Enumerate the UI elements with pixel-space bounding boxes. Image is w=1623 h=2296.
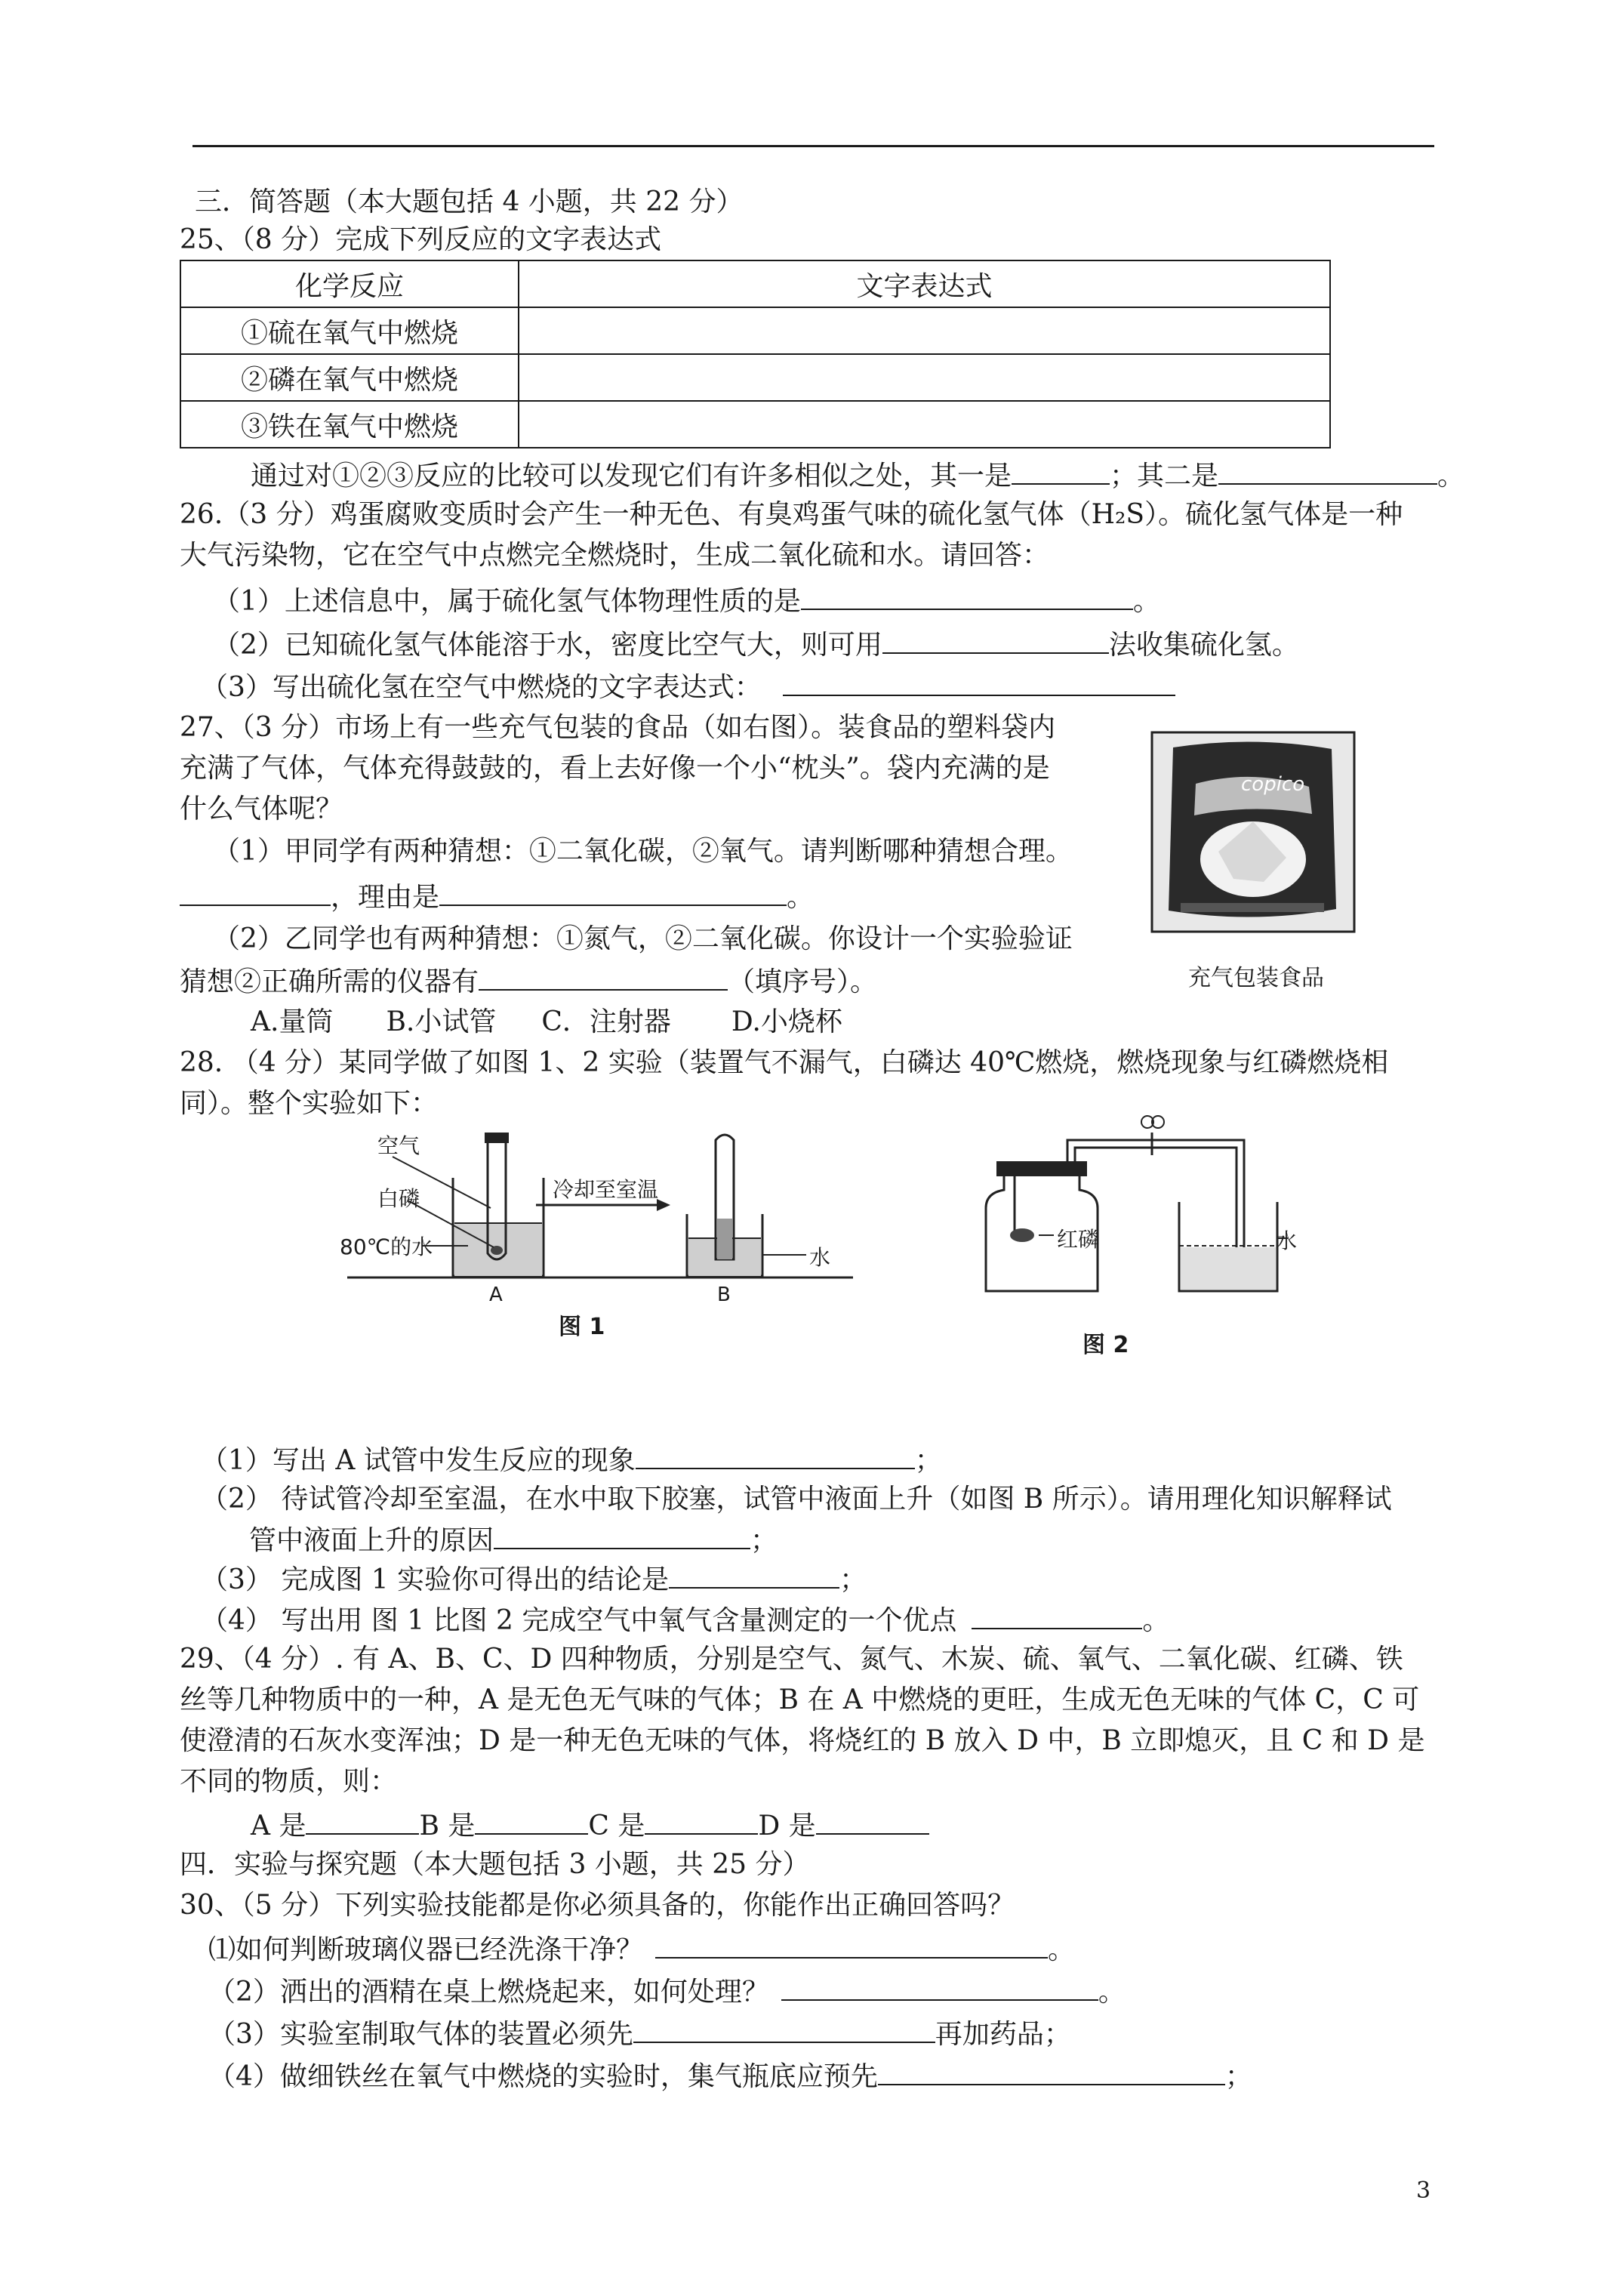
q28-line1: 28. （4 分）某同学做了如图 1、2 实验（装置气不漏气，白磷达 40℃燃烧，燃烧现象与红磷燃烧相	[180, 1047, 1389, 1078]
q30-blank-3[interactable]	[633, 2016, 935, 2043]
packaged-food-image	[1150, 731, 1356, 933]
section4-title: 四．实验与探究题（本大题包括 3 小题，共 25 分）	[180, 1849, 810, 1880]
q25-stem: 25、（8 分）完成下列反应的文字表达式	[180, 224, 662, 255]
reaction-table	[180, 260, 1331, 448]
chip-bag-brand: copico	[1241, 773, 1305, 796]
q27-part1b	[180, 879, 814, 914]
q30-part3	[208, 2016, 1071, 2051]
table-header-row	[180, 260, 1330, 307]
q27-option-c: C．注射器	[541, 1006, 671, 1037]
q30-blank-4[interactable]	[878, 2058, 1225, 2085]
q28-blank-2[interactable]	[494, 1522, 750, 1549]
q29-blank-c[interactable]	[645, 1808, 758, 1835]
q29-line1: 29、（4 分）. 有 A、B、C、D 四种物质，分别是空气、氮气、木炭、硫、氧气、二氧化碳、红磷、铁	[180, 1644, 1403, 1675]
q28-part2b-text: 管中液面上升的原因	[249, 1525, 494, 1556]
q29-line2: 丝等几种物质中的一种，A 是无色无气味的气体；B 在 A 中燃烧的更旺，生成无色无味的气体 C，C 可	[180, 1684, 1420, 1715]
fig1-label-air: 空气	[377, 1133, 420, 1158]
q26-part1	[213, 583, 1160, 618]
q30-part1	[208, 1931, 1075, 1967]
q29-label-a: A 是	[251, 1811, 306, 1841]
q26-part2-end: 法收集硫化氢。	[1108, 630, 1299, 661]
fig1-label-cool: 冷却至室温	[553, 1177, 659, 1202]
page-number: 3	[1416, 2177, 1431, 2204]
q30-part2	[208, 1974, 1126, 2009]
q26-part2	[213, 627, 1299, 662]
q25-followup-text-a: 通过对①②③反应的比较可以发现它们有许多相似之处，其一是	[251, 461, 1012, 492]
q26-part2-text: （2）已知硫化氢气体能溶于水，密度比空气大，则可用	[213, 630, 882, 661]
q29-blank-b[interactable]	[475, 1808, 588, 1835]
table-header-reaction: 化学反应	[180, 260, 519, 307]
q27-blank-1[interactable]	[180, 879, 331, 906]
fig1-label-water-80: 80℃的水	[340, 1234, 433, 1259]
q30-part2-end: 。	[1098, 1977, 1126, 2008]
q30-part1-end: 。	[1048, 1934, 1076, 1965]
q26-part1-end: 。	[1132, 586, 1160, 617]
q27-line1: 27、（3 分）市场上有一些充气包装的食品（如右图）。装食品的塑料袋内	[180, 712, 1056, 743]
fig2-label-water: 水	[1276, 1228, 1298, 1253]
q26-line1: 26.（3 分）鸡蛋腐败变质时会产生一种无色、有臭鸡蛋气味的硫化氢气体（H₂S）。硫化氢气体是一种	[180, 499, 1403, 530]
q29-label-c: C 是	[588, 1811, 645, 1841]
q28-part4-end: 。	[1142, 1605, 1170, 1636]
q27-part1b-text: ，理由是	[331, 882, 440, 913]
figure-1	[340, 1125, 868, 1321]
table-row	[180, 354, 1330, 401]
fig1-caption: 图 1	[559, 1314, 605, 1340]
q28-part3	[201, 1561, 867, 1597]
fig1-label-a: A	[489, 1284, 503, 1306]
section3-title: 三．简答题（本大题包括 4 小题，共 22 分）	[195, 186, 744, 217]
table-cell-reaction: ②磷在氧气中燃烧	[180, 354, 519, 401]
header-rule	[192, 145, 1434, 147]
table-cell-reaction: ③铁在氧气中燃烧	[180, 401, 519, 448]
q25-followup-text-b: ；其二是	[1110, 461, 1219, 492]
q27-blank-3[interactable]	[479, 963, 728, 991]
table-header-expression: 文字表达式	[519, 260, 1330, 307]
q28-part1-text: （1）写出 A 试管中发生反应的现象	[201, 1445, 636, 1476]
q26-blank-3[interactable]	[783, 669, 1175, 696]
q30-part3-end: 再加药品；	[935, 2019, 1071, 2050]
q28-part2b	[249, 1522, 778, 1558]
table-cell-answer[interactable]	[519, 307, 1330, 354]
q27-option-a: A.量筒	[251, 1006, 334, 1037]
q30-part4-end: ；	[1224, 2061, 1252, 2092]
q27-part1: （1）甲同学有两种猜想：①二氧化碳，②氧气。请判断哪种猜想合理。	[213, 836, 1073, 867]
q26-blank-1[interactable]	[801, 583, 1133, 610]
q26-blank-2[interactable]	[882, 627, 1109, 654]
q30-part4-text: （4）做细铁丝在氧气中燃烧的实验时，集气瓶底应预先	[208, 2061, 878, 2092]
q30-part3-text: （3）实验室制取气体的装置必须先	[208, 2019, 633, 2050]
q29-line4: 不同的物质，则：	[180, 1766, 398, 1797]
q26-part3	[201, 669, 1175, 704]
packaged-food-caption: 充气包装食品	[1188, 965, 1324, 991]
q27-part1b-end: 。	[787, 882, 815, 913]
q30-blank-1[interactable]	[655, 1931, 1048, 1959]
q28-part1	[201, 1442, 942, 1478]
table-cell-answer[interactable]	[519, 401, 1330, 448]
q27-option-d: D.小烧杯	[731, 1006, 842, 1037]
q28-part1-end: ；	[914, 1445, 942, 1476]
q30-blank-2[interactable]	[781, 1974, 1098, 2001]
q27-part2b	[180, 963, 877, 999]
q25-followup-text-c: 。	[1437, 461, 1465, 492]
fig1-label-white-phosphorus: 白磷	[377, 1186, 420, 1211]
q27-part2b-text: 猜想②正确所需的仪器有	[180, 966, 479, 997]
table-cell-answer[interactable]	[519, 354, 1330, 401]
fig1-label-b: B	[717, 1284, 731, 1306]
q29-label-b: B 是	[419, 1811, 476, 1841]
q30-part4	[208, 2058, 1252, 2094]
table-row	[180, 307, 1330, 354]
q29-label-d: D 是	[758, 1811, 816, 1841]
q29-blank-a[interactable]	[306, 1808, 419, 1835]
q28-part2b-end: ；	[750, 1525, 778, 1556]
table-row	[180, 401, 1330, 448]
q28-part3-text: （3） 完成图 1 实验你可得出的结论是	[201, 1564, 670, 1595]
q25-blank-2[interactable]	[1218, 458, 1437, 485]
q26-part3-text: （3）写出硫化氢在空气中燃烧的文字表达式：	[201, 672, 762, 703]
q29-line3: 使澄清的石灰水变浑浊；D 是一种无色无味的气体，将烧红的 B 放入 D 中，B 立即熄灭，且 C 和 D 是	[180, 1725, 1425, 1756]
q27-blank-2[interactable]	[439, 879, 787, 906]
q28-part4-text: （4） 写出用 图 1 比图 2 完成空气中氧气含量测定的一个优点	[201, 1605, 957, 1636]
q27-line2: 充满了气体，气体充得鼓鼓的，看上去好像一个小“枕头”。袋内充满的是	[180, 753, 1050, 784]
q25-blank-1[interactable]	[1012, 458, 1110, 485]
q30-part2-text: （2）洒出的酒精在桌上燃烧起来，如何处理？	[208, 1977, 769, 2008]
q28-blank-4[interactable]	[972, 1602, 1142, 1629]
q27-option-b: B.小试管	[386, 1006, 497, 1037]
q26-part1-text: （1）上述信息中，属于硫化氢气体物理性质的是	[213, 586, 801, 617]
fig2-label-red-phosphorus: 红磷	[1057, 1227, 1100, 1252]
q25-followup	[251, 458, 1464, 493]
q30-part1-text: ⑴如何判断玻璃仪器已经洗涤干净？	[208, 1934, 644, 1965]
q27-part2: （2）乙同学也有两种猜想：①氮气，②二氧化碳。你设计一个实验验证	[213, 923, 1073, 954]
fig1-label-water: 水	[809, 1245, 831, 1270]
q27-part2b-end: （填序号）。	[728, 966, 878, 997]
fig2-caption: 图 2	[1083, 1332, 1129, 1358]
q28-part4	[201, 1602, 1169, 1638]
q29-blank-d[interactable]	[816, 1808, 929, 1835]
figure-2	[974, 1110, 1298, 1306]
figure-2-drawing	[974, 1110, 1291, 1306]
q28-blank-1[interactable]	[636, 1442, 915, 1469]
chip-bag-icon	[1150, 731, 1356, 933]
q28-line2: 同）。整个实验如下：	[180, 1088, 439, 1119]
q27-line3: 什么气体呢？	[180, 794, 343, 824]
q29-answers	[251, 1808, 929, 1843]
q30-stem: 30、（5 分）下列实验技能都是你必须具备的，你能作出正确回答吗？	[180, 1890, 1015, 1921]
q28-blank-3[interactable]	[669, 1561, 839, 1589]
q26-line2: 大气污染物，它在空气中点燃完全燃烧时，生成二氧化硫和水。请回答：	[180, 540, 1050, 571]
q27-options	[251, 1006, 842, 1039]
q28-part3-end: ；	[839, 1564, 867, 1595]
q28-part2: （2） 待试管冷却至室温，在水中取下胶塞，试管中液面上升（如图 B 所示）。请用理化知识解释试	[201, 1484, 1392, 1515]
table-cell-reaction: ①硫在氧气中燃烧	[180, 307, 519, 354]
